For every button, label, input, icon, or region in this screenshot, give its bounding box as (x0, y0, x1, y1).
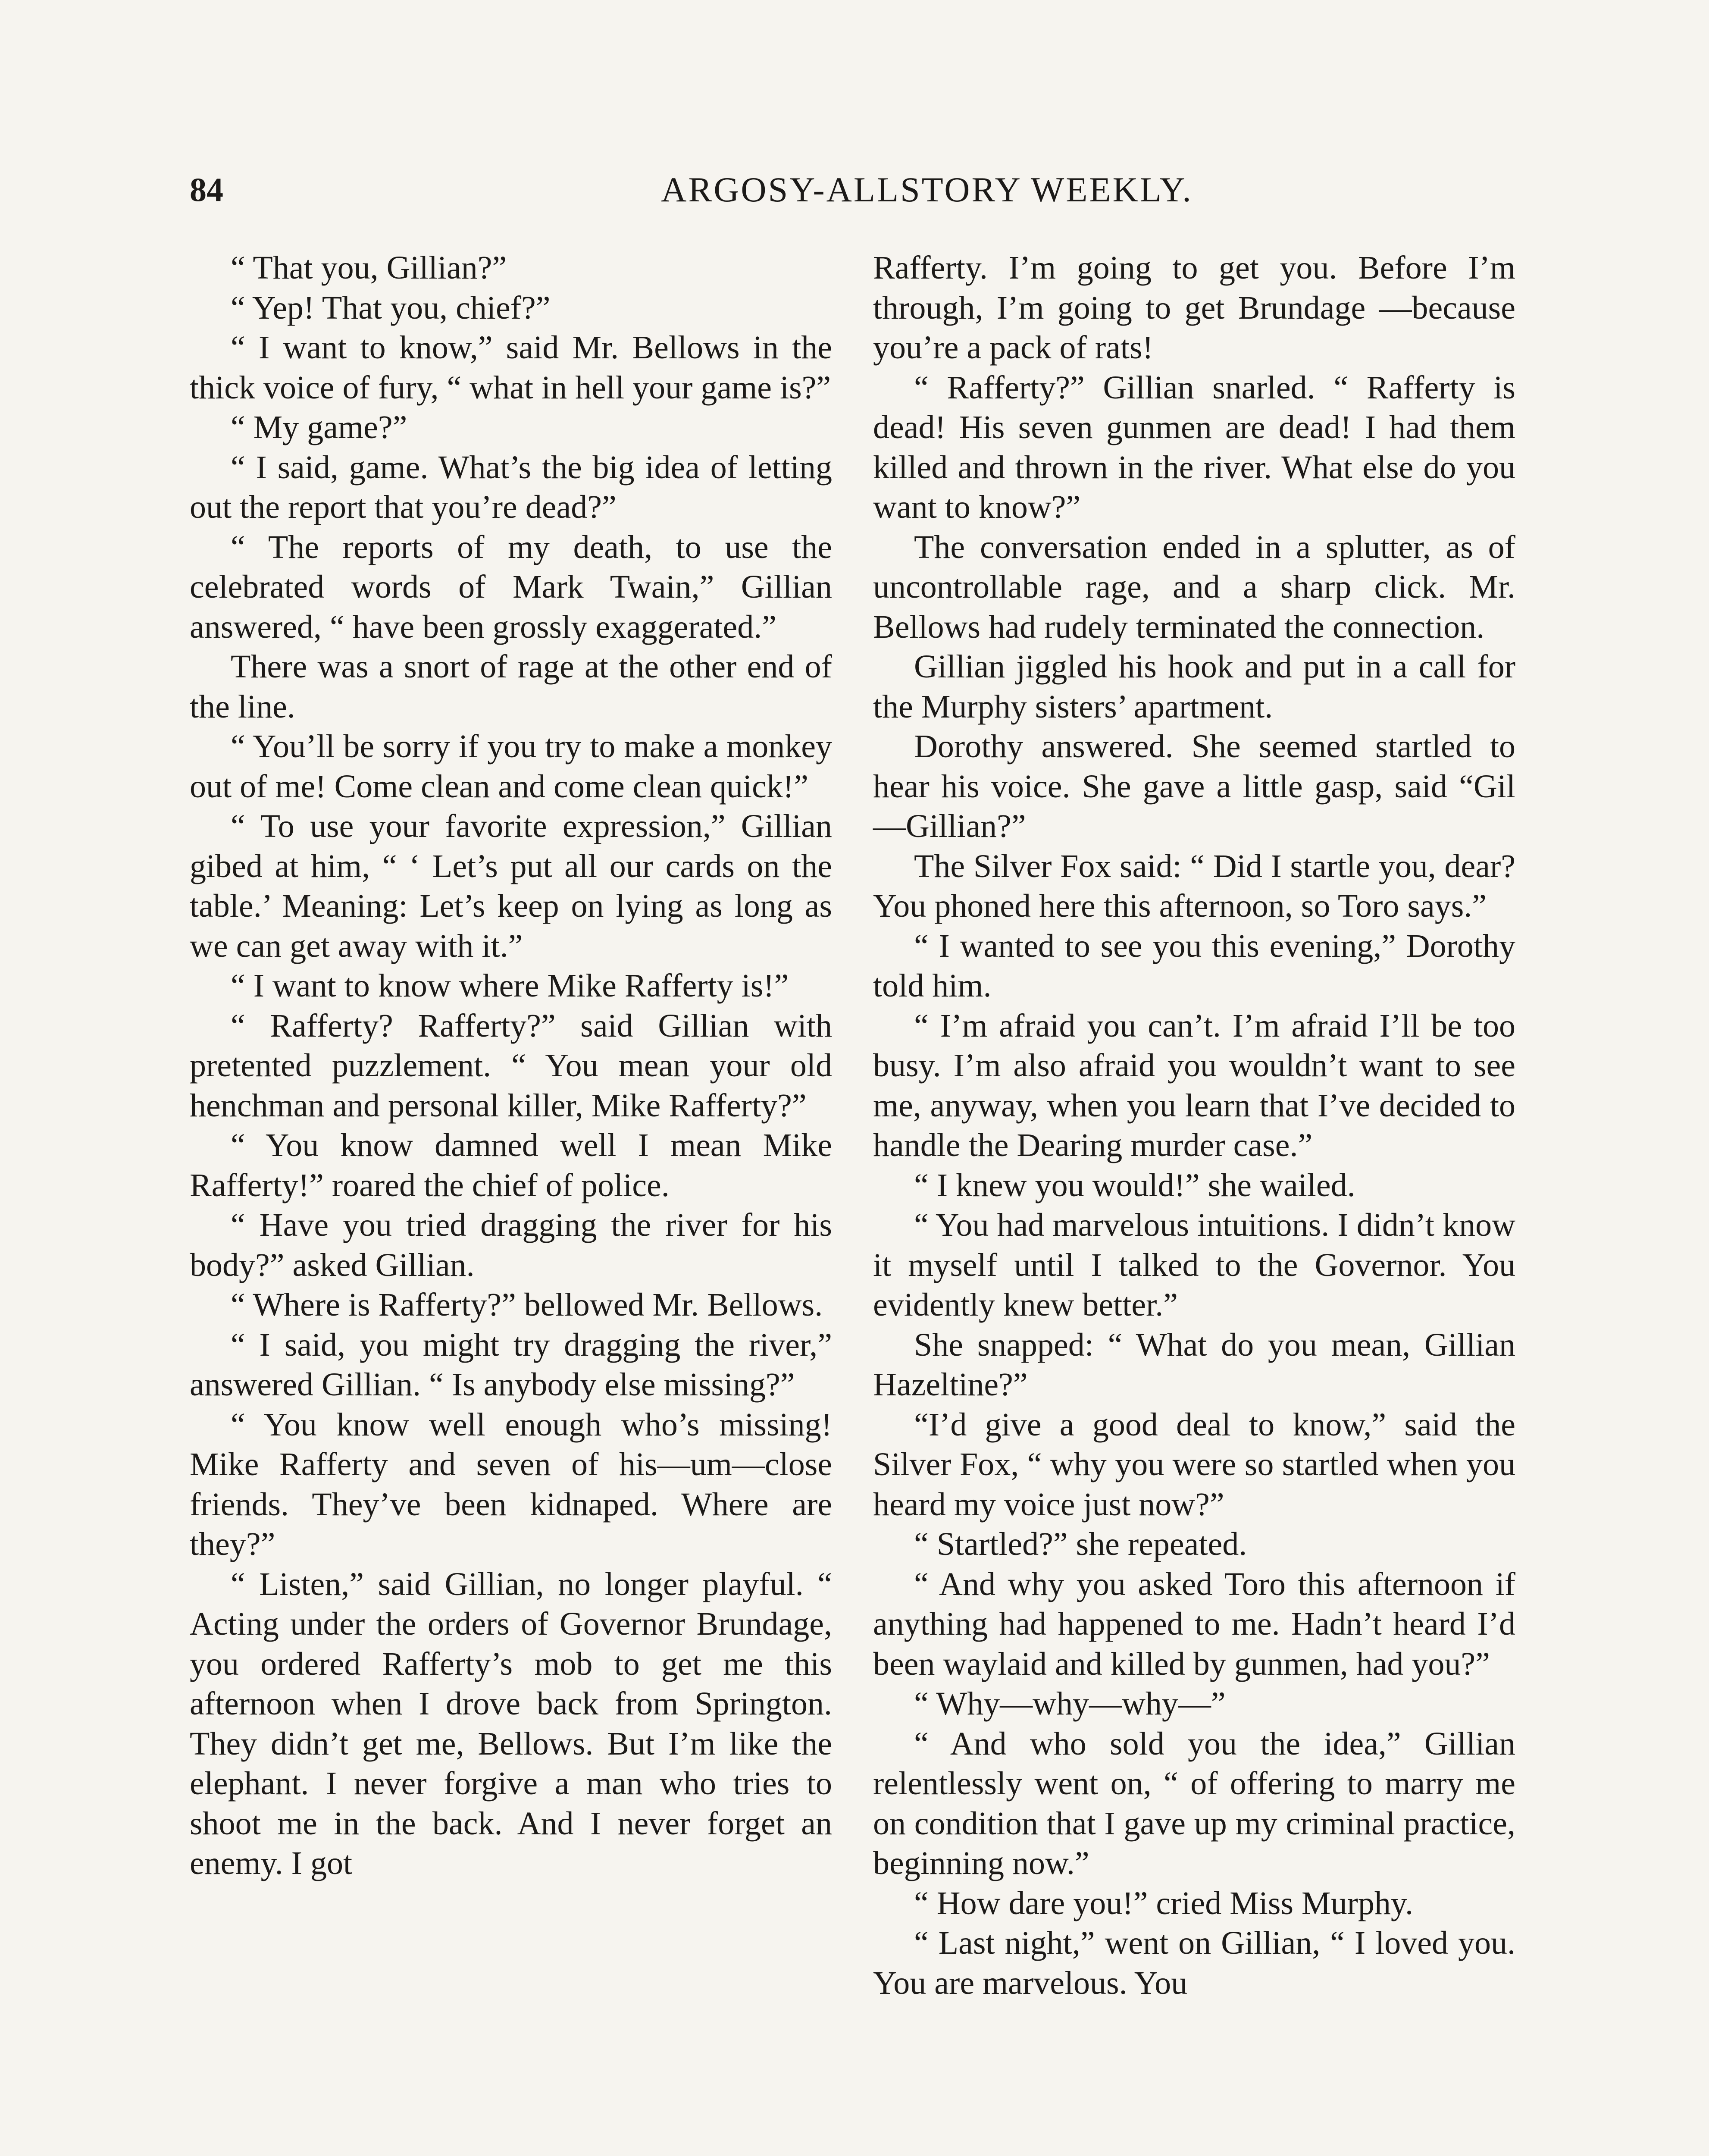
right-text-column (873, 248, 1515, 2003)
paragraph: “ I knew you would!” she wailed. (914, 1167, 1355, 1203)
paragraph: “ You had marvelous intuitions. I didn’t know it myself until I talked to the Governor. You evidently knew better.” (873, 1207, 1515, 1323)
paragraph: Gillian jiggled his hook and put in a call for the Murphy sisters’ apartment. (873, 649, 1515, 725)
paragraph: “ And why you asked Toro this afternoon if anything had happened to me. Hadn’t heard I’d been waylaid and killed by gunmen, had you?” (873, 1566, 1515, 1682)
paragraph: “ You know damned well I mean Mike Rafferty!” roared the chief of police. (190, 1127, 832, 1203)
left-text-column (190, 248, 832, 1883)
paragraph: The Silver Fox said: “ Did I startle you, dear? You phoned here this afternoon, so Toro says.” (873, 848, 1515, 924)
page-number: 84 (190, 171, 223, 208)
paragraph: “ You know well enough who’s missing! Mike Rafferty and seven of his—um—close friends. They’ve been kidnaped. Where are they?” (190, 1406, 832, 1562)
paragraph: “ Yep! That you, chief?” (231, 289, 551, 326)
paragraph: “I’d give a good deal to know,” said the Silver Fox, “ why you were so startled when you heard my voice just now?” (873, 1406, 1515, 1523)
paragraph: “ My game?” (231, 409, 407, 445)
paragraph: The conversation ended in a splutter, as of uncontrollable rage, and a sharp click. Mr. Bellows had rudely terminated the connection. (873, 529, 1515, 645)
paragraph: “ I said, you might try dragging the river,” answered Gillian. “ Is anybody else missing?” (190, 1326, 832, 1403)
paragraph-continued: Rafferty. I’m going to get you. Before I’m through, I’m going to get Brundage —because you’re a pack of rats! (873, 250, 1515, 366)
page-header (190, 164, 1526, 224)
paragraph: “ Why—why—why—” (914, 1686, 1226, 1722)
running-title: ARGOSY-ALLSTORY WEEKLY. (661, 170, 1193, 209)
paragraph: “ To use your favorite expression,” Gillian gibed at him, “ ‘ Let’s put all our cards on the table.’ Meaning: Let’s keep on lying as long as we can get away with it.” (190, 808, 832, 964)
paragraph: “ I wanted to see you this evening,” Dorothy told him. (873, 928, 1515, 1004)
paragraph: “ I want to know,” said Mr. Bellows in the thick voice of fury, “ what in hell your game is?” (190, 329, 832, 406)
paragraph: “ Last night,” went on Gillian, “ I loved you. You are marvelous. You (873, 1925, 1515, 2001)
paragraph: “ Startled?” she repeated. (914, 1526, 1247, 1562)
paragraph: “ You’ll be sorry if you try to make a monkey out of me! Come clean and come clean quick!” (190, 728, 832, 805)
paragraph: She snapped: “ What do you mean, Gillian Hazeltine?” (873, 1326, 1515, 1403)
paragraph: “ And who sold you the idea,” Gillian relentlessly went on, “ of offering to marry me on condition that I gave up my criminal practice, beginning now.” (873, 1725, 1515, 1881)
paragraph: “ I’m afraid you can’t. I’m afraid I’ll be too busy. I’m also afraid you wouldn’t want to see me, anyway, when you learn that I’ve decided to handle the Dearing murder case.” (873, 1007, 1515, 1163)
paragraph: Dorothy answered. She seemed startled to hear his voice. She gave a little gasp, said “Gil—Gillian?” (873, 728, 1515, 844)
paragraph: “ Where is Rafferty?” bellowed Mr. Bellows. (231, 1287, 823, 1323)
paragraph: “ Rafferty? Rafferty?” said Gillian with pretented puzzlement. “ You mean your old henchman and personal killer, Mike Rafferty?” (190, 1007, 832, 1124)
paragraph: “ Listen,” said Gillian, no longer playful. “ Acting under the orders of Governor Brundage, you ordered Rafferty’s mob to get me this afternoon when I drove back from Springton. They didn’t get me, Bellows. But I’m like the elephant. I never forgive a man who tries to shoot me in the back. And I never forget an enemy. I got (190, 1566, 832, 1881)
paragraph: “ I said, game. What’s the big idea of letting out the report that you’re dead?” (190, 449, 832, 525)
paragraph: “ How dare you!” cried Miss Murphy. (914, 1885, 1413, 1921)
paragraph: “ That you, Gillian?” (231, 250, 507, 286)
paragraph: “ Have you tried dragging the river for his body?” asked Gillian. (190, 1207, 832, 1283)
paragraph: There was a snort of rage at the other end of the line. (190, 649, 832, 725)
paragraph: “ The reports of my death, to use the celebrated words of Mark Twain,” Gillian answered, “ have been grossly exaggerated.” (190, 529, 832, 645)
paragraph: “ Rafferty?” Gillian snarled. “ Rafferty is dead! His seven gunmen are dead! I had them killed and thrown in the river. What else do you want to know?” (873, 369, 1515, 525)
paragraph: “ I want to know where Mike Rafferty is!” (231, 968, 789, 1004)
